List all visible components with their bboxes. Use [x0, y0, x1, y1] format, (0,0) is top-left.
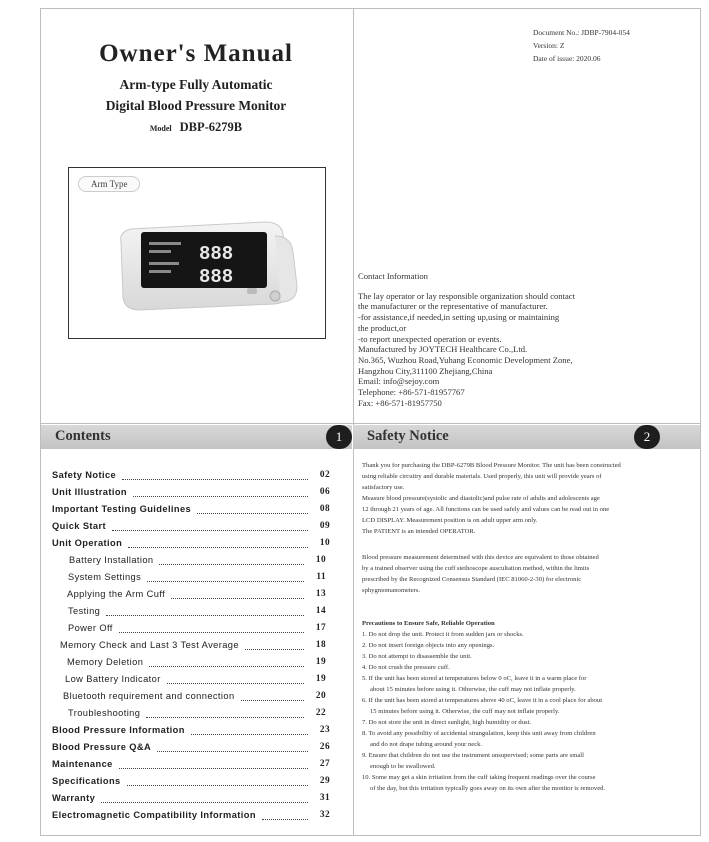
safety-intro: [362, 460, 692, 537]
toc-subitem[interactable]: Battery Installation 10: [69, 555, 326, 565]
subtitle-line2: Digital Blood Pressure Monitor: [105, 98, 287, 113]
lcd-bottom-digits: 888: [199, 266, 234, 288]
safety-header: [353, 425, 700, 449]
document-version: Version: Z: [533, 41, 565, 50]
precaution-item: about 15 minutes before using it. Otherwise, the cuff may not inflate properly.: [370, 686, 576, 693]
contact-line: Email: info@sejoy.com: [358, 376, 440, 387]
contents-page-number: 1: [326, 425, 352, 449]
blood-pressure-monitor-illustration: [115, 212, 300, 316]
model-label: Model: [149, 124, 172, 133]
safety-line: LCD DISPLAY. Measurement position is on adult upper arm only.: [362, 517, 538, 524]
contact-heading: Contact Information: [358, 271, 428, 281]
safety-page-number: 2: [634, 425, 660, 449]
toc-item[interactable]: Important Testing Guidelines 08: [52, 504, 330, 514]
toc-item[interactable]: Specifications 29: [52, 776, 330, 786]
lcd-top-digits: 888: [199, 243, 234, 265]
safety-line: sphygmomanometers.: [362, 587, 421, 594]
precautions-heading: Precautions to Ensure Safe, Reliable Operation: [362, 620, 495, 627]
precaution-item: 15 minutes before using it. Otherwise, the cuff may not inflate properly.: [370, 708, 560, 715]
toc-subitem[interactable]: Power Off 17: [68, 623, 326, 633]
toc-item[interactable]: Unit Operation 10: [52, 538, 330, 548]
model-line: [40, 118, 352, 136]
precaution-item: 2. Do not insert foreign objects into any openings.: [362, 642, 495, 649]
safety-line: using reliable circuitry and durable materials. Used properly, this unit will provide years of: [362, 473, 602, 480]
document-date: Date of issue: 2020.06: [533, 54, 601, 63]
toc-subitem[interactable]: Applying the Arm Cuff 13: [67, 589, 326, 599]
toc-subitem[interactable]: System Settings 11: [68, 572, 326, 582]
toc-item[interactable]: Safety Notice 02: [52, 470, 330, 480]
precaution-item: 10. Some may get a skin irritation from the cuff taking frequent readings over the course: [362, 774, 596, 781]
contact-information: [358, 271, 648, 408]
toc-subitem[interactable]: Bluetooth requirement and connection 20: [63, 691, 326, 701]
safety-line: satisfactory use.: [362, 484, 405, 491]
precautions-list: [362, 618, 692, 794]
safety-line: prescribed by the Recognized Consensus Standard (IEC 81060-2-30) for electronic: [362, 576, 582, 583]
precaution-item: 1. Do not drop the unit. Protect it from sudden jars or shocks.: [362, 631, 524, 638]
safety-line: Thank you for purchasing the DBP-6279B Blood Pressure Monitor. The unit has been constructed: [362, 462, 621, 469]
contact-line: Manufactured by JOYTECH Healthcare Co.,Ltd.: [358, 344, 528, 355]
toc-subitem[interactable]: Memory Check and Last 3 Test Average 18: [60, 640, 326, 650]
contents-header: [41, 425, 352, 449]
precaution-item: 9. Ensure that children do not use the instrument unsupervised; some parts are small: [362, 752, 584, 759]
precaution-item: 5. If the unit has been stored at temperatures below 0 oC, leave it in a warm place for: [362, 675, 587, 682]
toc-subitem[interactable]: Testing 14: [68, 606, 326, 616]
precaution-item: 6. If the unit has been stored at temperatures above 40 oC, leave it in a cool place for about: [362, 697, 603, 704]
precaution-item: of the day, but this irritation typically goes away on its own after the monitor is removed.: [370, 785, 606, 792]
safety-accuracy: [362, 552, 692, 596]
contact-line: -to report unexpected operation or events.: [358, 333, 502, 344]
safety-title: Safety Notice: [367, 428, 449, 444]
toc-item[interactable]: Quick Start 09: [52, 521, 330, 531]
toc-subitem[interactable]: Low Battery Indicator 19: [65, 674, 326, 684]
toc-item[interactable]: Blood Pressure Information 23: [52, 725, 330, 735]
manual-title: Owner's Manual: [99, 40, 293, 67]
contact-line: Telephone: +86-571-81957767: [358, 387, 465, 398]
toc-item[interactable]: Warranty 31: [52, 793, 330, 803]
document-info: [533, 26, 630, 65]
contact-line: Hangzhou City,311100 Zhejiang,China: [358, 365, 493, 376]
contact-line: -for assistance,if needed,in setting up,using or maintaining: [358, 312, 560, 323]
model-value: DBP-6279B: [179, 120, 243, 134]
document-number: Document No.: JDBP-7904-054: [533, 28, 630, 37]
arm-type-badge: Arm Type: [78, 176, 140, 192]
toc-subitem[interactable]: Troubleshooting 22: [68, 708, 326, 718]
contact-line: The lay operator or lay responsible organization should contact: [358, 290, 576, 301]
safety-line: by a trained observer using the cuff stethoscope auscultation method, within the limits: [362, 565, 590, 572]
contact-line: the manufacturer or the representative of manufacturer.: [358, 301, 548, 312]
toc-item[interactable]: Maintenance 27: [52, 759, 330, 769]
toc-item[interactable]: Electromagnetic Compatibility Information 32: [52, 810, 330, 820]
precaution-item: 3. Do not attempt to disassemble the unit.: [362, 653, 472, 660]
precaution-item: and do not drape tubing around your neck.: [370, 741, 483, 748]
precaution-item: 4. Do not crush the pressure cuff.: [362, 664, 450, 671]
safety-line: The PATIENT is an intended OPERATOR.: [362, 528, 476, 535]
subtitle-line1: Arm-type Fully Automatic: [119, 77, 273, 92]
safety-line: Blood pressure measurement determined with this device are equivalent to those obtained: [362, 554, 599, 561]
contact-line: No.365, Wuzhou Road,Yuhang Economic Development Zone,: [358, 354, 573, 365]
safety-line: Measure blood pressure(systolic and diastolic)and pulse rate of adults and adolescents age: [362, 495, 600, 502]
contact-line: Fax: +86-571-81957750: [358, 397, 442, 408]
precaution-item: 8. To avoid any possibility of accidental strangulation, keep this unit away from children: [362, 730, 596, 737]
precaution-item: enough to be swallowed.: [370, 763, 436, 770]
toc-item[interactable]: Unit Illustration 06: [52, 487, 330, 497]
toc-item[interactable]: Blood Pressure Q&A 26: [52, 742, 330, 752]
safety-line: 12 through 21 years of age. All functions can be used safely and values can be read out in one: [362, 506, 610, 513]
precaution-item: 7. Do not store the unit in direct sunlight, high humidity or dust.: [362, 719, 532, 726]
toc-subitem[interactable]: Memory Deletion 19: [67, 657, 326, 667]
contents-title: Contents: [55, 428, 111, 444]
contact-line: the product,or: [358, 322, 407, 333]
